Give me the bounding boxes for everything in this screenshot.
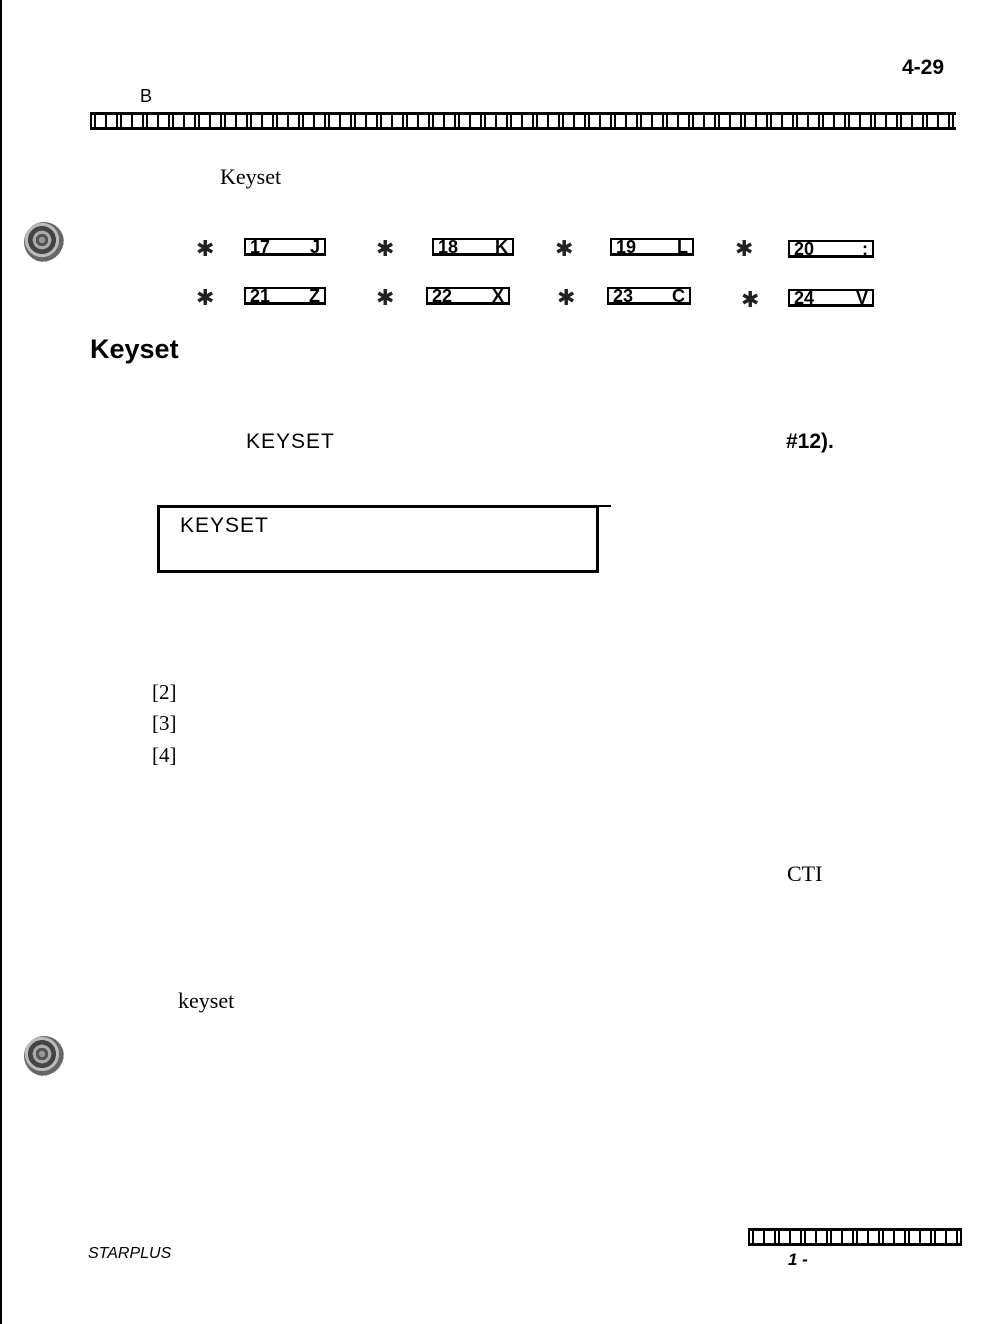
lcd-display-text: KEYSET	[180, 514, 269, 537]
key-21[interactable]	[244, 287, 326, 305]
cti-label: CTI	[787, 861, 823, 886]
key-number: 21	[250, 286, 271, 306]
star-icon: ✱	[555, 236, 574, 261]
key-letter: Z	[309, 286, 320, 306]
key-24[interactable]	[788, 289, 874, 307]
menu-item-2[interactable]: [2]	[152, 680, 177, 704]
key-number: 20	[794, 239, 815, 259]
key-22[interactable]	[426, 287, 510, 305]
star-icon: ✱	[376, 285, 395, 310]
page-left-border	[0, 0, 2, 1324]
key-number: 24	[794, 288, 815, 308]
key-letter: :	[862, 239, 868, 259]
key-letter: X	[491, 286, 504, 306]
key-number: 19	[616, 237, 637, 257]
footer-page-ref: 1 -	[788, 1250, 808, 1269]
footer-product-name: STARPLUS	[88, 1245, 172, 1262]
key-number: 23	[613, 286, 634, 306]
star-icon: ✱	[741, 287, 760, 312]
keyset-lowercase-label: keyset	[178, 988, 235, 1013]
reference-number: #12).	[786, 430, 834, 453]
key-23[interactable]	[607, 287, 691, 305]
key-number: 18	[438, 237, 459, 257]
menu-item-3[interactable]: [3]	[152, 711, 177, 735]
key-number: 22	[432, 286, 453, 306]
key-letter: L	[677, 237, 688, 257]
key-19[interactable]	[610, 238, 694, 256]
key-18[interactable]	[432, 238, 514, 256]
key-17[interactable]	[244, 238, 326, 256]
page-number: 4-29	[902, 56, 945, 79]
key-letter: V	[855, 288, 868, 308]
menu-item-4[interactable]: [4]	[152, 743, 177, 767]
star-icon: ✱	[196, 236, 215, 261]
star-icon: ✱	[557, 285, 576, 310]
section-heading: Keyset	[90, 334, 179, 364]
keyset-label-top: Keyset	[220, 164, 282, 189]
key-number: 17	[250, 237, 271, 257]
star-icon: ✱	[735, 236, 754, 261]
star-icon: ✱	[196, 285, 215, 310]
key-letter: K	[495, 237, 508, 257]
binder-hole-icon	[24, 222, 64, 262]
key-letter: J	[309, 237, 320, 257]
binder-hole-icon	[24, 1036, 64, 1076]
decorative-border-bottom	[748, 1228, 962, 1246]
key-20[interactable]	[788, 240, 874, 258]
key-letter: C	[672, 286, 685, 306]
display-connector-line	[597, 505, 611, 507]
star-icon: ✱	[376, 236, 395, 261]
decorative-border-top	[90, 112, 956, 130]
keyset-caps-text: KEYSET	[246, 430, 335, 453]
section-letter: B	[140, 86, 153, 106]
